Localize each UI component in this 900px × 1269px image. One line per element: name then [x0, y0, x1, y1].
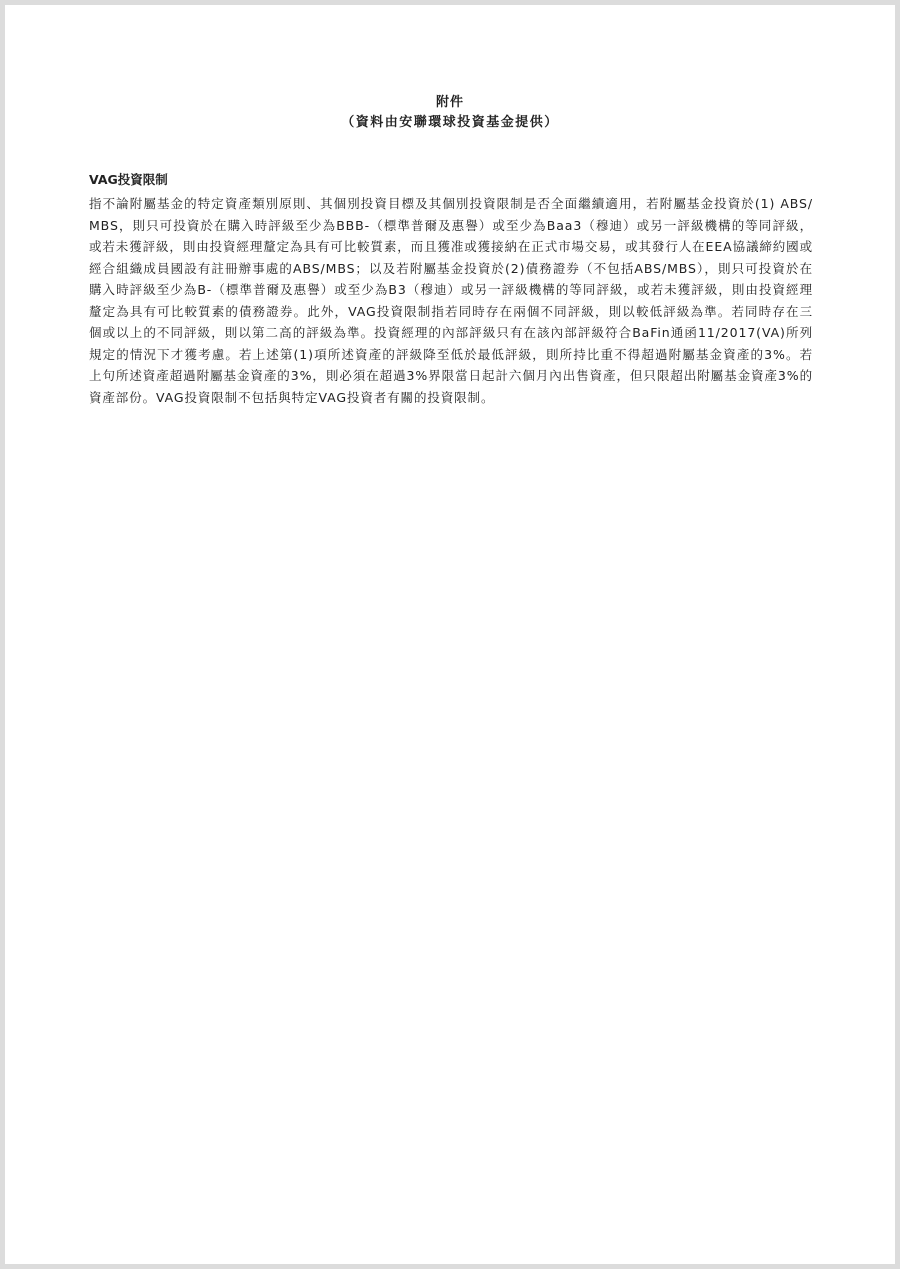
document-subtitle: （資料由安聯環球投資基金提供） — [341, 115, 559, 130]
document-header — [5, 93, 895, 133]
vag-section — [89, 169, 813, 408]
document-page — [5, 5, 895, 1264]
section-body: 指不論附屬基金的特定資產類別原則、其個別投資目標及其個別投資限制是否全面繼續適用，若附屬基金投資於(1) ABS/MBS，則只可投資於在購入時評級至少為BBB-（標準普爾及惠譽）或至少為Baa3（穆迪）或另一評級機構的等同評級，或若未獲評級，則由投資經理釐定為具有可比較質素，而且獲准或獲接納在正式市場交易，或其發行人在EEA協議締約國或經合組織成員國設有註冊辦事處的ABS/MBS；以及若附屬基金投資於(2)債務證券（不包括ABS/MBS），則只可投資於在購入時評級至少為B-（標準普爾及惠譽）或至少為B3（穆迪）或另一評級機構的等同評級，或若未獲評級，則由投資經理釐定為具有可比較質素的債務證券。此外，VAG投資限制指若同時存在兩個不同評級，則以較低評級為準。若同時存在三個或以上的不同評級，則以第二高的評級為準。投資經理的內部評級只有在該內部評級符合BaFin通函11/2017(VA)所列規定的情況下才獲考慮。若上述第(1)項所述資產的評級降至低於最低評級，則所持比重不得超過附屬基金資產的3%。若上句所述資產超過附屬基金資產的3%，則必須在超過3%界限當日起計六個月內出售資產，但只限超出附屬基金資產3%的資產部份。VAG投資限制不包括與特定VAG投資者有關的投資限制。 — [89, 196, 813, 405]
document-title: 附件 — [435, 95, 464, 110]
section-heading: VAG投資限制 — [89, 172, 168, 187]
